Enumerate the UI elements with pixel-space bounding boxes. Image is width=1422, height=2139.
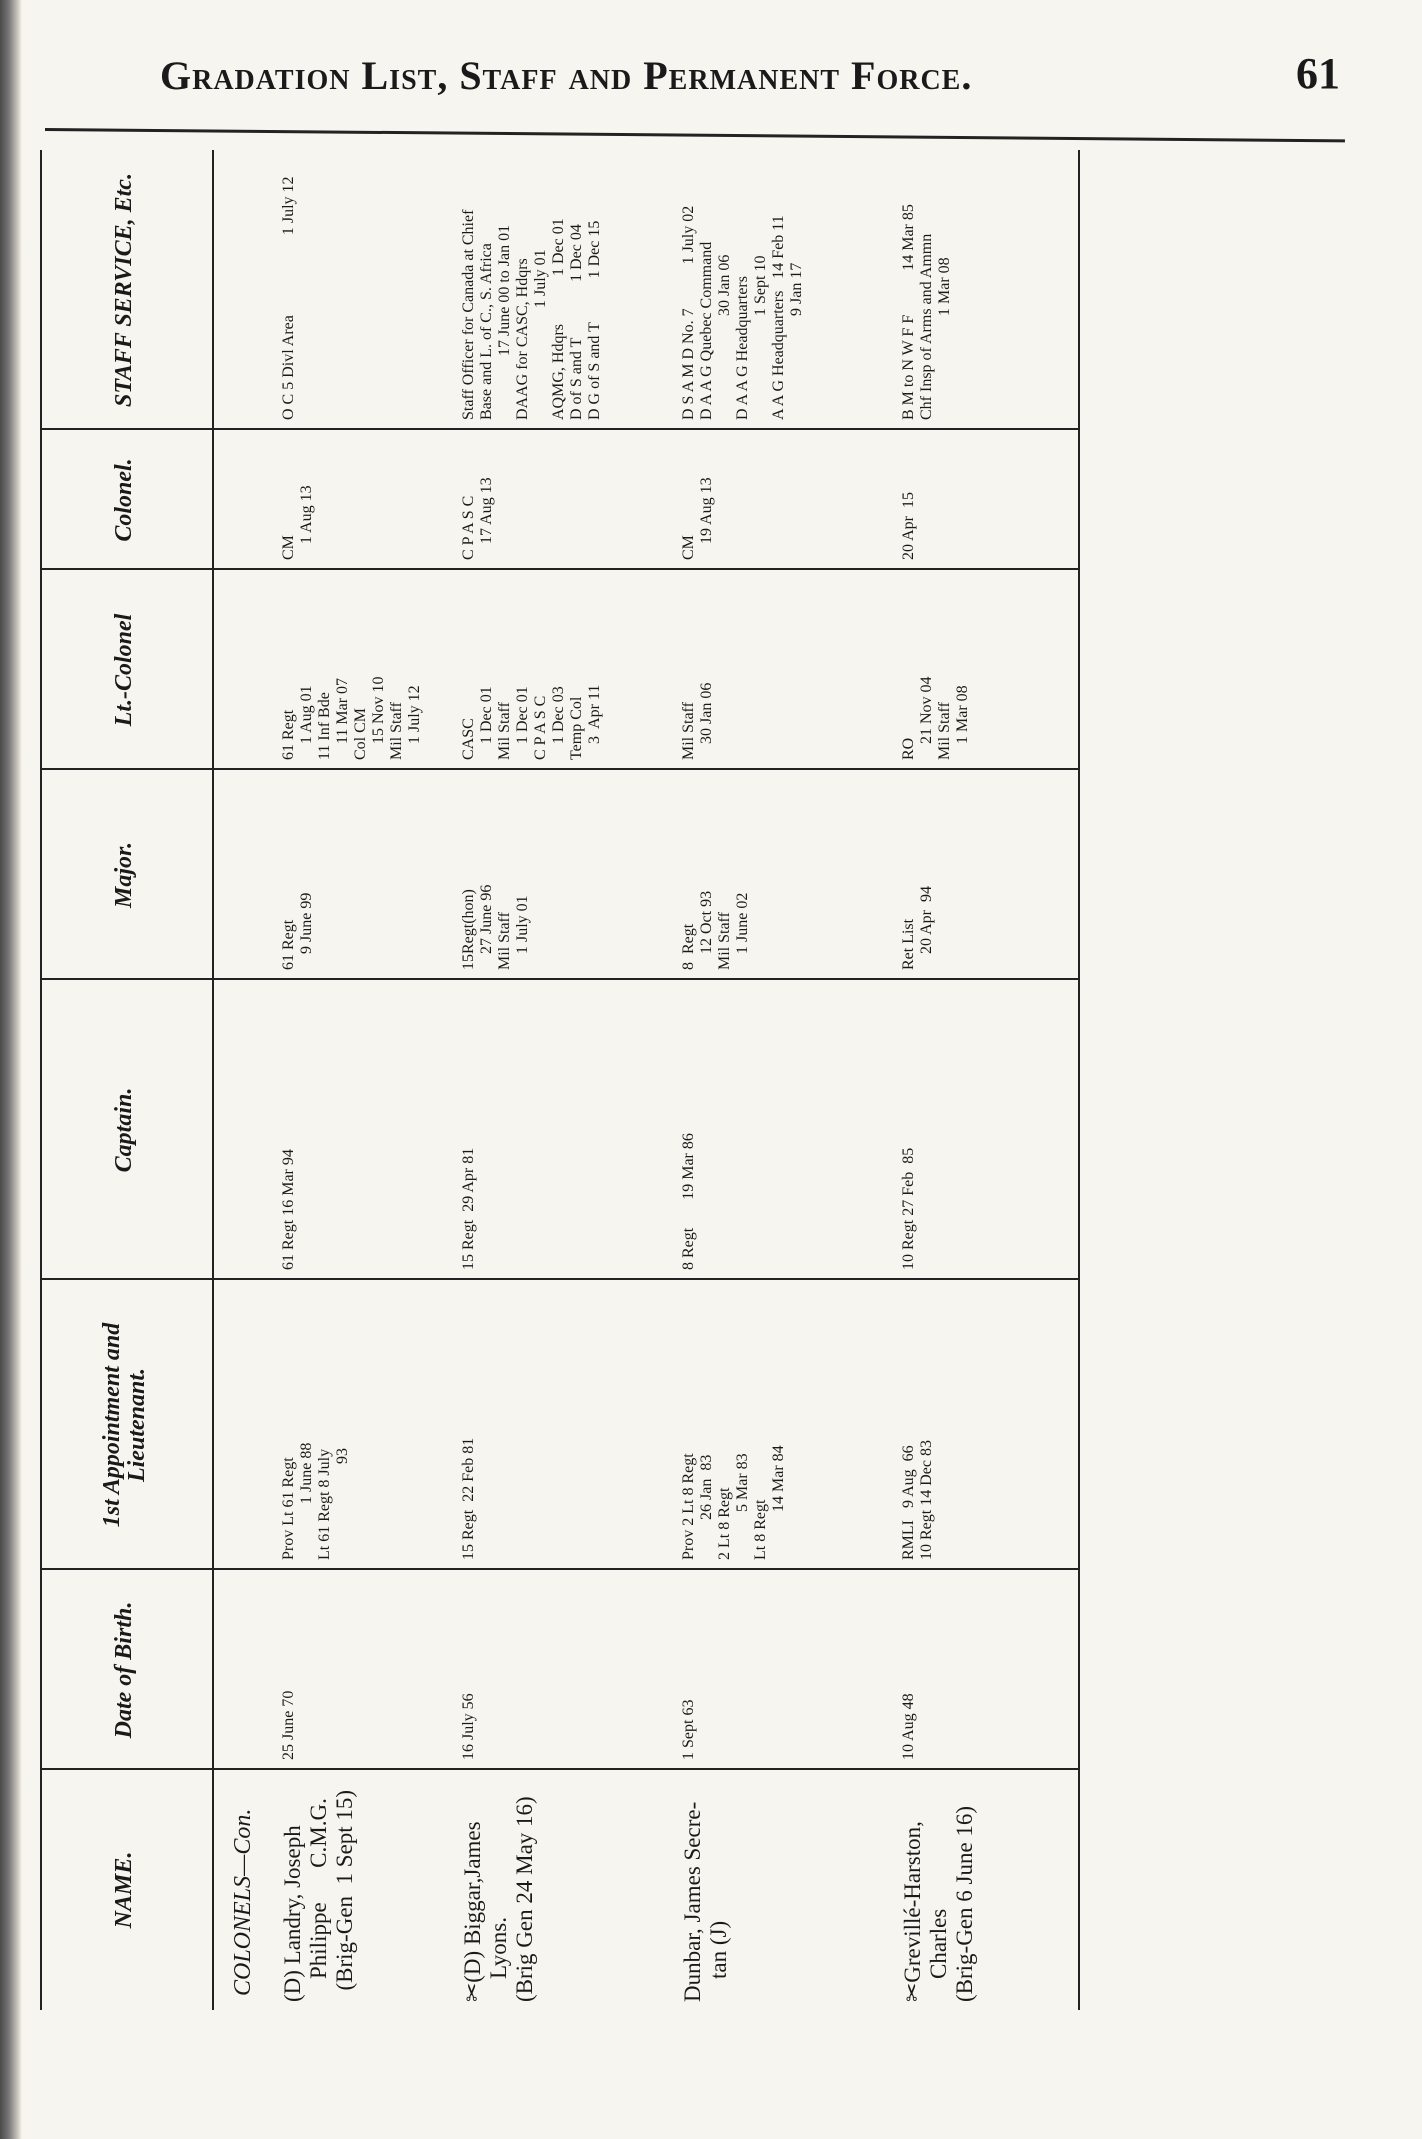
table-row-major: 15Regt(hon) 27 June 96 Mil Staff 1 July 01: [460, 884, 531, 970]
table-row-staff: D S A M D No. 7 1 July 02 D A A G Quebec Command 30 Jan 06 D A A G Headquarters 1 Sept 10 A A G Headquarters 14 Feb 11 9 Jan 17: [680, 205, 805, 420]
table-row-first-appointment: Prov Lt 61 Regt 1 June 88 Lt 61 Regt 8 July 93: [280, 1442, 351, 1560]
table-row-colonel: CM 19 Aug 13: [680, 477, 715, 560]
table-row-major: 8 Regt 12 Oct 93 Mil Staff 1 June 02: [680, 890, 751, 970]
table-row-captain: 10 Regt 27 Feb 85: [900, 1147, 917, 1270]
column-header-colonel: Colonel.: [111, 458, 138, 542]
column-header-birth: Date of Birth.: [111, 1601, 138, 1739]
table-row-captain: 61 Regt 16 Mar 94: [280, 1149, 297, 1270]
column-header-lt-colonel: Lt.-Colonel: [111, 613, 138, 727]
table-row-colonel: C P A S C 17 Aug 13: [460, 477, 495, 560]
table-row-lt-colonel: CASC 1 Dec 01 Mil Staff 1 Dec 01 C P A S C 1 Dec 03 Temp Col 3 Apr 11: [460, 684, 603, 760]
column-header-captain: Captain.: [111, 1087, 138, 1173]
column-header-staff: STAFF SERVICE, Etc.: [111, 173, 138, 407]
table-row-lt-colonel: 61 Regt 1 Aug 01 11 Inf Bde 11 Mar 07 Col CM 15 Nov 10 Mil Staff 1 July 12: [280, 676, 423, 760]
column-header-first-appointment: 1st Appointment and Lieutenant.: [98, 1322, 150, 1528]
table-row-name: (D) Landry, Joseph Philippe C.M.G. (Brig-Gen 1 Sept 15): [280, 1789, 357, 2002]
table-row-first-appointment: RMLI 9 Aug 66 10 Regt 14 Dec 83: [900, 1440, 935, 1560]
gradation-table: [40, 150, 1080, 2010]
table-row-birth: 16 July 56: [460, 1693, 477, 1760]
table-row-captain: 15 Regt 29 Apr 81: [460, 1147, 477, 1270]
scan-binding-edge: [0, 0, 22, 2139]
table-row-staff: Staff Officer for Canada at Chief Base and L. of C., S. Africa 17 June 00 to Jan 01 DAAG for CASC, Hdqrs 1 July 01 AQMG, Hdqrs 1 Dec 01 D of S and T 1 Dec 04 D G of S and T 1 Dec 15: [460, 209, 603, 420]
table-row-birth: 10 Aug 48: [900, 1693, 917, 1760]
table-row-lt-colonel: Mil Staff 30 Jan 06: [680, 682, 715, 760]
table-row-captain: 8 Regt 19 Mar 86: [680, 1133, 697, 1270]
page-number: 61: [1296, 49, 1340, 98]
table-row-birth: 25 June 70: [280, 1690, 297, 1760]
page-header: [160, 49, 1340, 112]
column-header-major: Major.: [111, 841, 138, 909]
table-row-staff: O C 5 Divl Area 1 July 12: [280, 176, 297, 420]
table-row-major: Ret List 20 Apr 94: [900, 886, 935, 970]
section-label: COLONELS—Con.: [230, 1808, 256, 1996]
table-row-staff: B M to N W F F 14 Mar 85 Chf Insp of Arms and Ammn 1 Mar 08: [900, 204, 953, 420]
table-row-name: ✂(D) Biggar,James Lyons. (Brig Gen 24 May 16): [460, 1796, 537, 2002]
table-row-lt-colonel: RO 21 Nov 04 Mil Staff 1 Mar 08: [900, 676, 971, 760]
table-row-major: 61 Regt 9 June 99: [280, 892, 315, 970]
table-row-first-appointment: 15 Regt 22 Feb 81: [460, 1437, 477, 1560]
page-title: Gradation List, Staff and Permanent Force.: [160, 53, 973, 98]
table-row-colonel: 20 Apr 15: [900, 492, 917, 560]
column-header-name: NAME.: [111, 1851, 138, 1929]
table-row-name: Dunbar, James Secre- tan (J): [680, 1801, 731, 2002]
header-rule: [45, 128, 1345, 142]
table-row-birth: 1 Sept 63: [680, 1699, 697, 1760]
table-row-name: ✂Grevillé-Harston, Charles (Brig-Gen 6 June 16): [900, 1805, 977, 2002]
table-row-first-appointment: Prov 2 Lt 8 Regt 26 Jan 83 2 Lt 8 Regt 5 Mar 83 Lt 8 Regt 14 Mar 84: [680, 1445, 787, 1560]
table-row-colonel: CM 1 Aug 13: [280, 485, 315, 560]
